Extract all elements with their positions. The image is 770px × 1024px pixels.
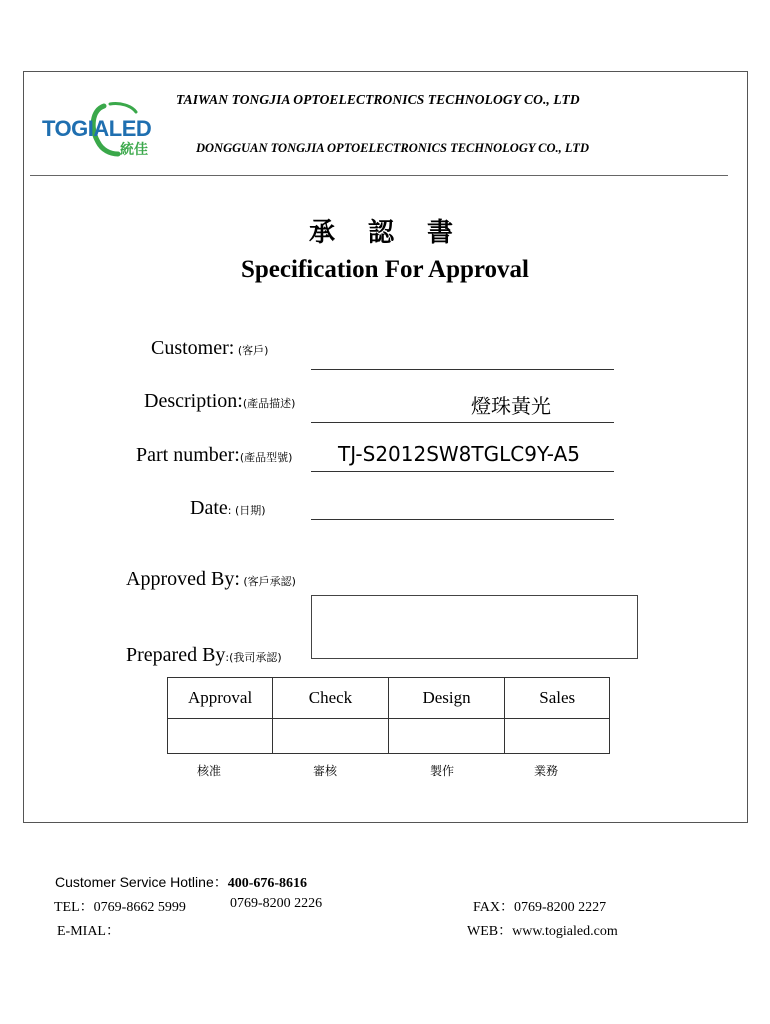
date-label-sep: : [227, 504, 232, 517]
company-name-taiwan: TAIWAN TONGJIA OPTOELECTRONICS TECHNOLOGY CO., LTD [176, 92, 580, 107]
description-label-en: Description: [144, 390, 243, 412]
description-value[interactable]: 燈珠黃光 [471, 394, 551, 418]
customer-approval-box[interactable] [311, 595, 638, 659]
date-label-cn: (日期) [231, 504, 266, 517]
sign-cell-design[interactable] [388, 719, 505, 754]
description-field-line [311, 422, 614, 423]
sign-cell-sales[interactable] [505, 719, 610, 754]
label-check-cn: 審核 [313, 764, 338, 778]
part-number-label-en: Part number: [136, 444, 240, 466]
togialed-logo [40, 98, 172, 160]
customer-field[interactable] [311, 369, 614, 370]
svg-text:統佳: 統佳 [120, 142, 148, 158]
hotline [55, 872, 307, 892]
part-number-field-line [311, 471, 614, 472]
company-name-dongguan: DONGGUAN TONGJIA OPTOELECTRONICS TECHNOLOGY CO., LTD [196, 141, 589, 155]
website: WEB：www.togialed.com [467, 924, 618, 939]
fax: FAX：0769-8200 2227 [473, 900, 607, 915]
date-label-en: Date [190, 497, 228, 519]
label-approval-cn: 核准 [197, 764, 222, 778]
prepared-by-label [126, 644, 282, 667]
sign-cell-check[interactable] [273, 719, 389, 754]
tel-2: 0769-8200 2226 [230, 896, 323, 911]
label-design-cn: 製作 [430, 764, 455, 778]
date-field[interactable] [311, 519, 614, 520]
customer-label-cn: (客戶) [234, 344, 269, 357]
svg-text:TOGIALED: TOGIALED [42, 116, 152, 141]
prepared-by-label-cn: :(我司承認) [225, 651, 282, 664]
date-label [190, 497, 266, 520]
signature-table-header-row [168, 678, 610, 719]
signature-table [167, 677, 610, 754]
email-label: E-MIAL： [57, 924, 120, 939]
part-number-value[interactable]: TJ-S2012SW8TGLC9Y-A5 [338, 442, 580, 466]
header-design: Design [388, 678, 505, 719]
hotline-label: Customer Service Hotline： [55, 874, 228, 890]
title-english: Specification For Approval [241, 256, 529, 283]
signature-table-sign-row [168, 719, 610, 754]
description-label-cn: (產品描述) [242, 397, 296, 410]
hotline-number: 400-676-8616 [227, 876, 308, 891]
title-chinese: 承 認 書 [308, 218, 466, 248]
description-label [144, 390, 295, 413]
header-check: Check [273, 678, 389, 719]
approved-by-label [126, 568, 296, 591]
approved-by-label-en: Approved By: [126, 568, 240, 590]
header-sales: Sales [505, 678, 610, 719]
header-approval: Approval [168, 678, 273, 719]
customer-label-en: Customer: [151, 337, 235, 359]
customer-label [151, 337, 268, 360]
prepared-by-label-en: Prepared By [126, 644, 226, 666]
approved-by-label-cn: (客戶承認) [239, 575, 296, 588]
sign-cell-approval[interactable] [168, 719, 273, 754]
part-number-label-cn: (產品型號) [239, 451, 293, 464]
label-sales-cn: 業務 [534, 764, 559, 778]
header-divider [30, 175, 728, 176]
part-number-label [136, 444, 292, 467]
tel: TEL：0769-8662 5999 [54, 900, 186, 915]
